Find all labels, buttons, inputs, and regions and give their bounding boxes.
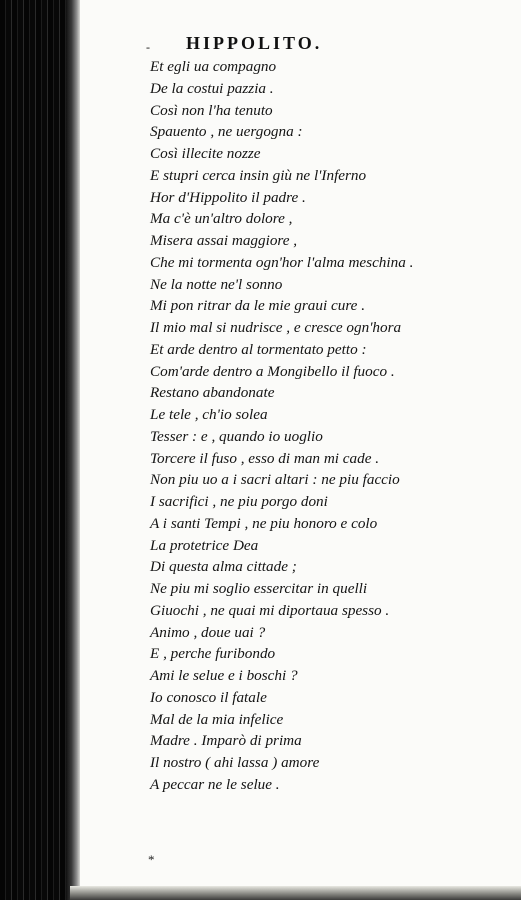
verse-line: Misera assai maggiore , [150,232,298,249]
verse-line: Mal de la mia infelice [150,710,284,728]
verse-line: Et arde dentro al tormentato petto : [150,340,367,358]
verse-line: Ne la notte ne'l sonno [150,275,283,293]
verse-line: Così non l'ha tenuto [150,101,273,119]
verse-line: Com'arde dentro a Mongibello il fuoco . [150,362,395,380]
verse-line: A i santi Tempi , ne piu honoro e colo [150,514,378,532]
binding-edge [66,0,80,900]
verse-line: Che mi tormenta ogn'hor l'alma meschina . [150,253,414,271]
verse-line: Restano abandonate [150,384,275,402]
verse-line: La protetrice Dea [150,536,259,554]
verse-line: Io conosco il fatale [150,688,267,706]
page-bottom-edge [70,886,521,900]
verse-line: Torcere il fuso , esso di man mi cade . [150,449,380,467]
verse-line: Giuochi , ne quai mi diportaua spesso . [150,601,390,619]
verse-line: E , perche furibondo [150,645,276,663]
running-head: HIPPOLITO. [186,33,323,53]
verse-line: Tesser : e , quando io uoglio [150,427,323,445]
verse-line: Mi pon ritrar da le mie graui cure . [150,297,365,315]
verse-line: Ne piu mi soglio essercitar in quelli [150,580,368,597]
verse-line: Così illecite nozze [150,145,261,162]
verse-line: Non piu uo a i sacri altari : ne piu faccio [150,471,400,489]
leaf-mark: * [148,852,155,867]
verse-line: Hor d'Hippolito il padre . [150,188,306,206]
verse-line: Animo , doue uai ? [150,623,266,641]
verse-line: I sacrifici , ne piu porgo doni [150,493,328,510]
verse-line: Il mio mal si nudrisce , e cresce ogn'hora [150,319,402,336]
verse-line: Madre . Imparò di prima [150,732,302,750]
verse-line: De la costui pazzia . [150,79,274,97]
verse-line: Spauento , ne uergogna : [150,123,303,141]
verse-line: Di questa alma cittade ; [150,558,297,576]
verse-line: Et egli ua compagno [150,58,277,75]
verse-line: Ma c'è un'altro dolore , [150,210,293,228]
verse-line: Ami le selue e i boschi ? [150,667,298,684]
head-mark: - [146,40,150,54]
verse-line: A peccar ne le selue . [150,775,280,793]
verse-block [150,56,470,796]
verse-line: E stupri cerca insin giù ne l'Inferno [150,166,367,184]
verse-line: Le tele , ch'io solea [150,406,268,423]
verse-line: Il nostro ( ahi lassa ) amore [150,754,320,771]
